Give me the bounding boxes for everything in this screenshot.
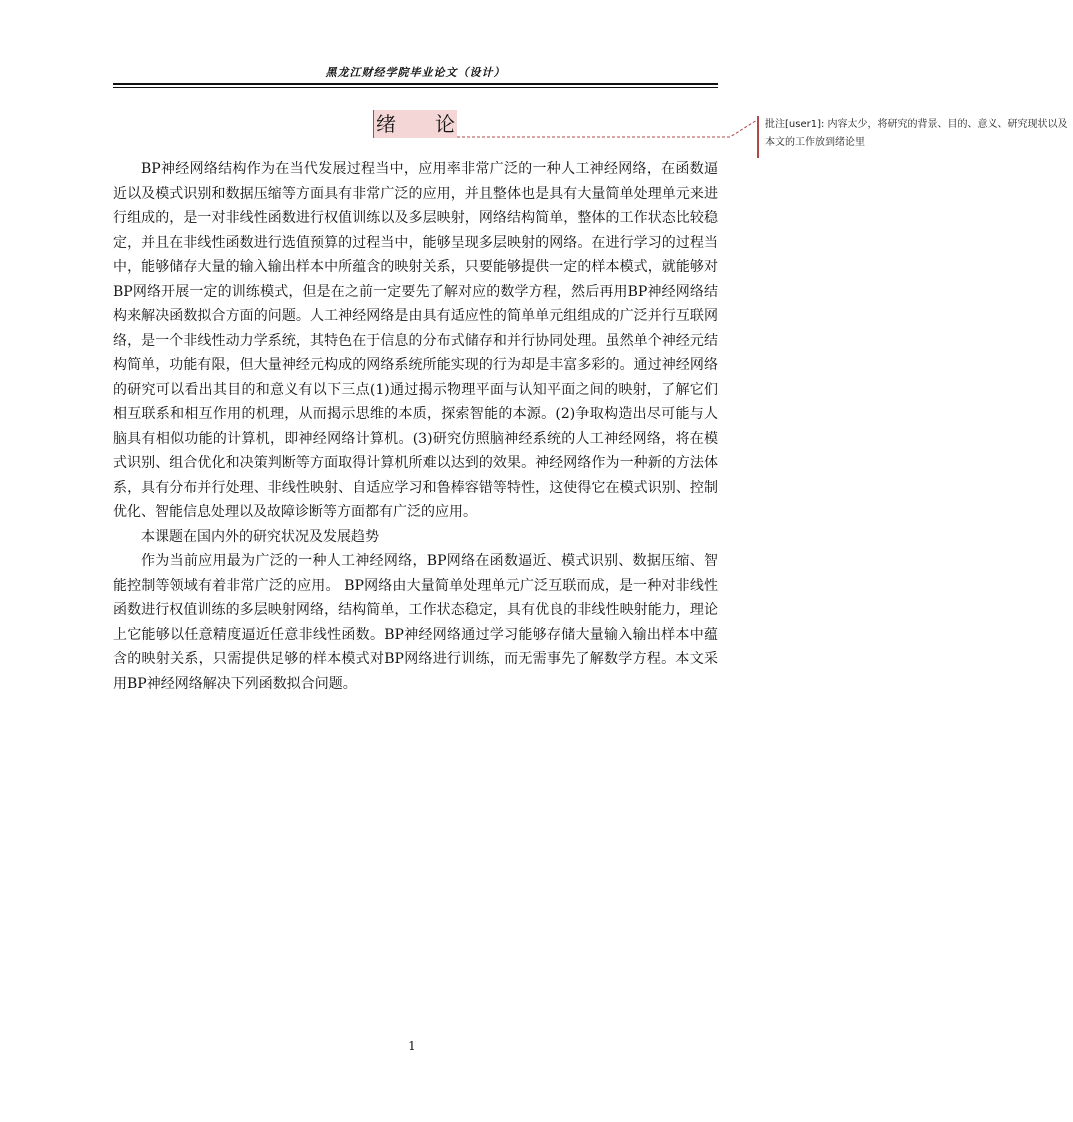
comment-author-label: 批注[user1]: xyxy=(765,119,825,130)
page-number: 1 xyxy=(408,1039,416,1053)
section-subheading: 本课题在国内外的研究状况及发展趋势 xyxy=(141,528,379,545)
comment-text: 内容太少，将研究的背景、目的、意义、研究现状以及本文的工作放到绪论里 xyxy=(765,119,1068,148)
body-paragraph-1: BP神经网络结构作为在当代发展过程当中，应用率非常广泛的一种人工神经网络，在函数逼近以及模式识别和数据压缩等方面具有非常广泛的应用，并且整体也是具有大量简单处理单元来进行组成的，是一对非线性函数进行权值训练以及多层映射，网络结构简单，整体的工作状态比较稳定，并且在非线性函数进行选值预算的过程当中，能够呈现多层映射的网络。在进行学习的过程当中，能够储存大量的输入输出样本中所蕴含的映射关系，只要能够提供一定的样本模式，就能够对BP网络开展一定的训练模式，但是在之前一定要先了解对应的数学方程，然后再用BP神经网络结构来解决函数拟合方面的问题。人工神经网络是由具有适应性的简单单元组组成的广泛并行互联网络，是一个非线性动力学系统，其特色在于信息的分布式储存和并行协同处理。虽然单个神经元结构简单，功能有限，但大量神经元构成的网络系统所能实现的行为却是丰富多彩的。通过神经网络的研究可以看出其目的和意义有以下三点(1)通过揭示物理平面与认知平面之间的映射，了解它们相互联系和相互作用的机理，从而揭示思维的本质，探索智能的本源。(2)争取构造出尽可能与人脑具有相似功能的计算机，即神经网络计算机。(3)研究仿照脑神经系统的人工神经网络，将在模式识别、组合优化和决策判断等方面取得计算机所难以达到的效果。神经网络作为一种新的方法体系，具有分布并行处理、非线性映射、自适应学习和鲁棒容错等特性，这使得它在模式识别、控制优化、智能信息处理以及故障诊断等方面都有广泛的应用。 xyxy=(113,161,718,520)
running-header: 黑龙江财经学院毕业论文（设计） xyxy=(325,66,506,79)
body-text xyxy=(113,157,718,696)
chapter-title[interactable] xyxy=(373,110,457,138)
header-rule-thin xyxy=(113,87,718,88)
chapter-title-char-1: 绪 xyxy=(376,112,396,136)
header-rule-thick xyxy=(113,83,718,85)
comment-balloon[interactable] xyxy=(757,116,1069,158)
chapter-title-char-2: 论 xyxy=(435,112,455,136)
body-paragraph-2: 作为当前应用最为广泛的一种人工神经网络，BP网络在函数逼近、模式识别、数据压缩、智能控制等领域有着非常广泛的应用。 BP网络由大量简单处理单元广泛互联而成，是一种对非线性函数进行权值训练的多层映射网络，结构简单，工作状态稳定，具有优良的非线性映射能力，理论上它能够以任意精度逼近任意非线性函数。BP神经网络通过学习能够存储大量输入输出样本中蕴含的映射关系，只需提供足够的样本模式对BP网络进行训练，而无需事先了解数学方程。本文采用BP神经网络解决下列函数拟合问题。 xyxy=(113,553,718,692)
